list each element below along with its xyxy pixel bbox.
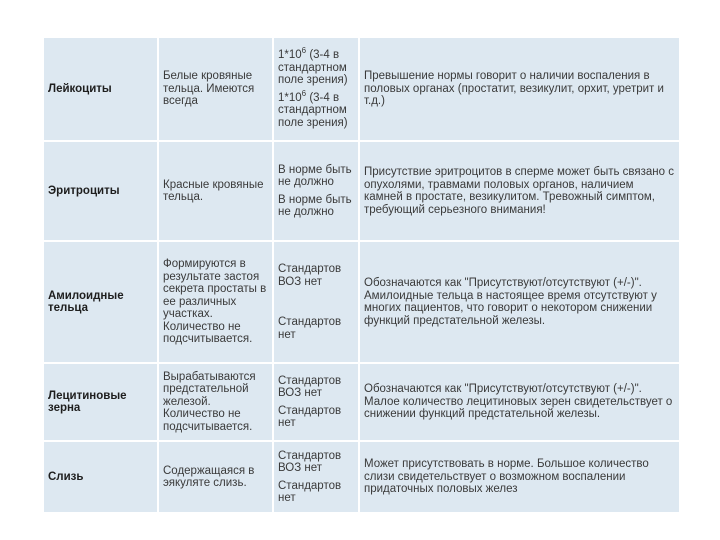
norm-value-2: Стандартов нет [278,479,342,504]
parameter-norm [273,141,359,241]
parameter-name: Амилоидные тельца [43,241,158,363]
norm-value-1: $1*10^6$ (3-4 в стандартном поле зрения) [278,46,348,86]
parameter-description: Красные кровяные тельца. [158,141,273,241]
parameter-name: Слизь [43,441,158,513]
parameter-comment: Превышение нормы говорит о наличии воспаления в половых органах (простатит, везикулит, орхит, уретрит и т.д.) [359,37,680,141]
norm-value-1: Стандартов ВОЗ нет [278,449,342,474]
parameter-name: Лецитиновые зерна [43,363,158,441]
parameter-comment: Обозначаются как "Присутствуют/отсутствуют (+/-)". Малое количество лецитиновых зерен свидетельствует о снижении функций предстательной железы. [359,363,680,441]
parameter-description: Содержащаяся в эякуляте слизь. [158,441,273,513]
parameter-norm [273,441,359,513]
norm-value-1: Стандартов ВОЗ нет [278,263,342,288]
parameter-comment: Может присутствовать в норме. Большое количество слизи свидетельствует о возможном воспалении придаточных половых желез [359,441,680,513]
semen-parameters-table [42,36,681,514]
norm-value-2: Стандартов нет [278,404,342,429]
parameter-description: Белые кровяные тельца. Имеются всегда [158,37,273,141]
parameter-name: Эритроциты [43,141,158,241]
norm-value-2: Стандартов нет [278,316,342,341]
parameter-description: Вырабатываются предстательной железой. Количество не подсчитывается. [158,363,273,441]
parameter-norm [273,37,359,141]
table-row [43,241,680,363]
parameter-comment: Обозначаются как "Присутствуют/отсутствуют (+/-)". Амилоидные тельца в настоящее время отсутствуют у многих пациентов, что говорит о некотором снижении функций предстательной железы. [359,241,680,363]
norm-value-2: $1*10^6$ (3-4 в стандартном поле зрения) [278,88,348,129]
parameter-norm [273,363,359,441]
parameter-name: Лейкоциты [43,37,158,141]
table-row [43,441,680,513]
parameter-norm [273,241,359,363]
norm-value-1: Стандартов ВОЗ нет [278,374,342,399]
table-row [43,141,680,241]
norm-value-2: В норме быть не должно [278,193,352,218]
parameter-description: Формируются в результате застоя секрета простаты в ее различных участках. Количество не подсчитывается. [158,241,273,363]
table-row [43,37,680,141]
table-row [43,363,680,441]
parameter-comment: Присутствие эритроцитов в сперме может быть связано с опухолями, травмами половых органов, наличием камней в простате, везикулитом. Тревожный симптом, требующий серьезного внимания! [359,141,680,241]
norm-value-1: В норме быть не должно [278,163,352,188]
